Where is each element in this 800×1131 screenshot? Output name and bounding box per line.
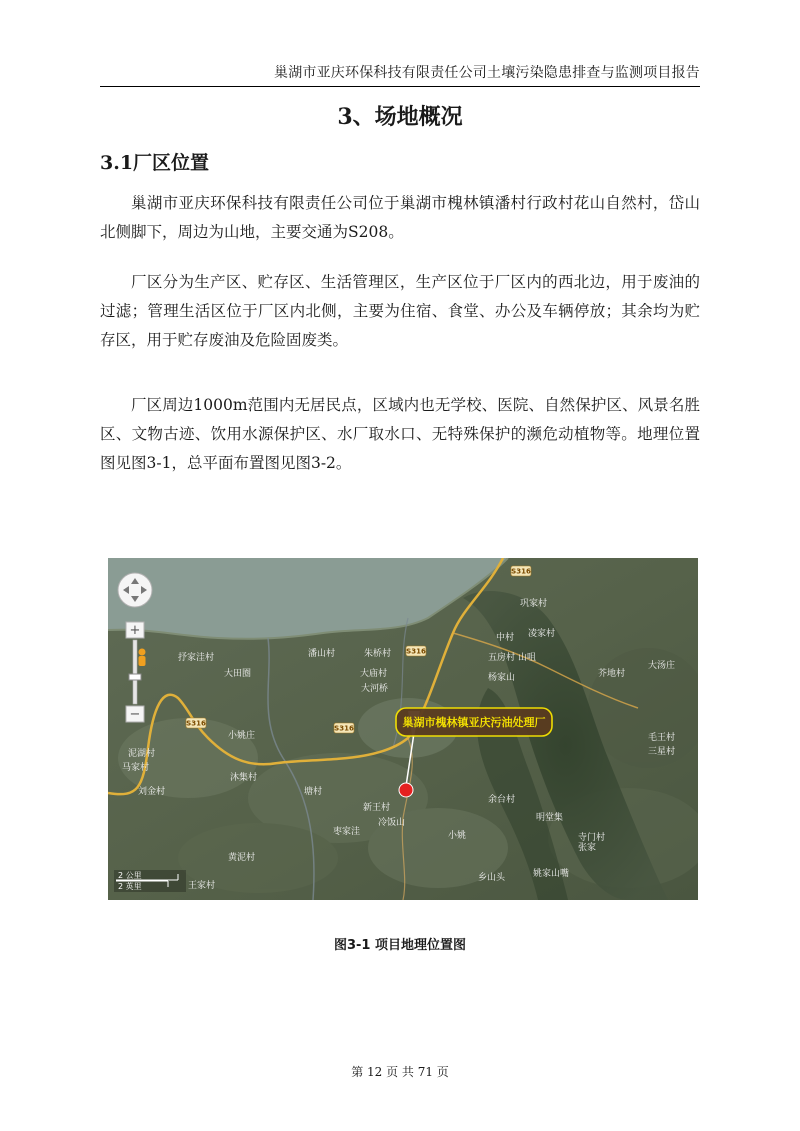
chapter-title: 3、场地概况 (337, 104, 463, 130)
place-label: 凌家村 (528, 629, 556, 639)
paragraph-zones: 厂区分为生产区、贮存区、生活管理区，生产区位于厂区内的西北边，用于废油的过滤；管理生活区位于厂区内北侧，主要为住宿、食堂、办公及车辆停放；其余均为贮存区，用于贮存废油及危险固废类。 (100, 273, 700, 349)
running-header: 巢湖市亚庆环保科技有限责任公司土壤污染隐患排查与监测项目报告 (274, 65, 700, 81)
svg-text:2 英里: 2 英里 (118, 882, 142, 891)
place-label: 小姚庄 (228, 731, 256, 741)
place-label: 刘金村 (138, 787, 166, 797)
paragraph-surroundings: 厂区周边1000m范围内无居民点，区域内也无学校、医院、自然保护区、风景名胜区、文物古迹、饮用水源保护区、水厂取水口、无特殊保护的濒危动植物等。地理位置图见图3-1，总平面布置图见图3-2。 (100, 396, 700, 472)
place-label: 新王村 (363, 803, 391, 813)
place-label: 黄泥村 (228, 853, 256, 863)
paragraph-location: 巢湖市亚庆环保科技有限责任公司位于巢湖市槐林镇潘村行政村花山自然村，岱山北侧脚下，周边为山地，主要交通为S208。 (100, 194, 700, 241)
svg-text:S316: S316 (334, 724, 354, 733)
site-marker (399, 783, 413, 797)
place-label: 大田圈 (224, 669, 252, 679)
place-label: 张家 (578, 843, 597, 853)
map-scale-bar (114, 870, 186, 892)
place-label: 毛王村 (648, 733, 676, 743)
svg-text:+: + (129, 623, 141, 638)
page-footer: 第 12 页 共 71 页 (351, 1065, 449, 1079)
place-label: 泥湖村 (128, 749, 156, 759)
svg-text:S316: S316 (511, 567, 531, 576)
place-label: 抒家洼村 (178, 653, 215, 663)
place-label: 中村 (496, 633, 515, 643)
place-label: 明堂集 (536, 813, 564, 823)
place-label: 山咀 (518, 653, 537, 663)
place-label: 枣家洼 (333, 827, 361, 837)
place-label: 冷饭山 (378, 818, 406, 828)
place-label: 芥地村 (598, 669, 626, 679)
pegman-icon (139, 649, 146, 667)
svg-text:S316: S316 (186, 719, 206, 728)
place-label: 寺门村 (578, 833, 606, 843)
road-tag (511, 566, 531, 576)
map-pan-control (118, 573, 152, 607)
place-label: 大河桥 (361, 684, 389, 694)
place-label: 大庙村 (360, 669, 388, 679)
svg-text:2 公里: 2 公里 (118, 871, 142, 880)
place-label: 朱桥村 (364, 649, 392, 659)
place-label: 潘山村 (308, 649, 336, 659)
road-tag (186, 718, 206, 728)
place-label: 大汤庄 (648, 661, 676, 671)
place-label: 乡山头 (478, 873, 506, 883)
svg-text:S316: S316 (406, 647, 426, 656)
place-label: 小姚 (448, 831, 467, 841)
place-label: 马家村 (122, 763, 150, 773)
place-label: 杨家山 (488, 673, 516, 683)
place-label: 五房村 (488, 653, 516, 663)
place-label: 余台村 (488, 795, 516, 805)
place-label: 沐集村 (230, 773, 258, 783)
callout-label: 巢湖市槐林镇亚庆污油处理厂 (402, 716, 546, 729)
header-rule (100, 86, 700, 87)
svg-text:−: − (129, 707, 141, 722)
place-label: 王家村 (188, 881, 216, 891)
place-label: 巩家村 (520, 599, 548, 609)
section-title: 3.1厂区位置 (100, 152, 210, 174)
place-label: 三星村 (648, 747, 676, 757)
figure-caption: 图3-1 项目地理位置图 (333, 938, 466, 953)
location-map (108, 558, 698, 900)
place-label: 姚家山嘴 (533, 869, 570, 879)
road-tag (406, 646, 426, 656)
place-label: 塘村 (304, 787, 323, 797)
road-tag (334, 723, 354, 733)
